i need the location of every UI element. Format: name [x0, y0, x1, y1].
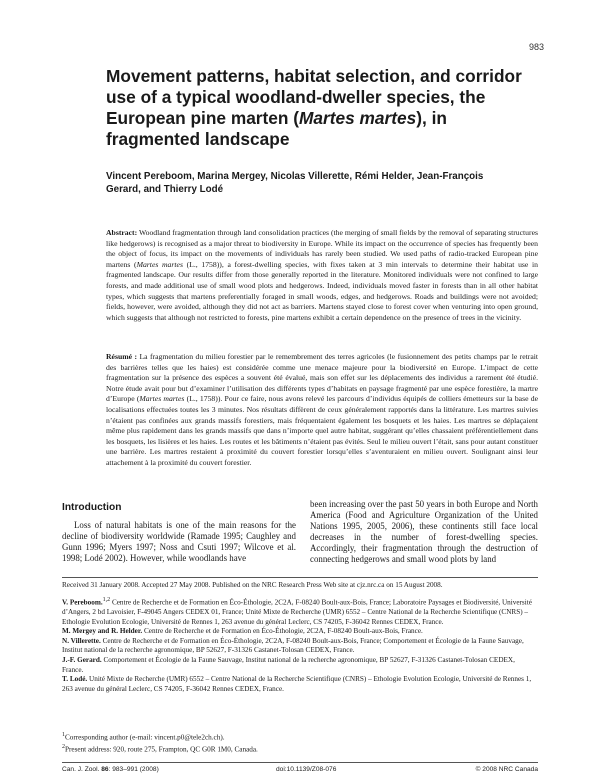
affiliation-text: Comportement et Écologie de la Faune Sauvage, Institut national de la recherche agronomique, BP 52627, F-31326 Castanet-Tolosan CEDEX, France.	[62, 655, 515, 674]
doi-link[interactable]: doi:10.1139/Z08-076	[276, 766, 337, 773]
affiliation-text: Unité Mixte de Recherche (UMR) 6552 – Centre National de la Recherche Scientifique (CNRS) – Ethologie Evolution Ecologie, Université de Rennes 1, 263 avenue du général Leclerc, CS 74205, F-36042 Rennes CEDEX, France.	[62, 675, 532, 693]
footnote-sup: 1	[62, 732, 65, 738]
affiliation-text: Centre de Recherche et de Formation en Éco-Éthologie, 2C2A, F-08240 Boult-aux-Bois, France; Comportement et Écologie de la Faune Sauvage, Institut national de la recherche agronomique, BP 52627, F-31326 Castanet-Tolosan CEDEX, France.	[62, 636, 524, 655]
page-number: 983	[528, 42, 544, 52]
author-list: Vincent Pereboom, Marina Mergey, Nicolas Villerette, Rémi Helder, Jean-François Gerard, and Thierry Lodé	[106, 171, 484, 195]
author-affiliations	[62, 596, 538, 694]
intro-left-column: Loss of natural habitats is one of the main reasons for the decline of biodiversity worldwide (Ramade 1995; Caughley and Gunn 1996; Myers 1997; Noss and Csuti 1997; Wilcove et al. 1998; Lodé 2002). However, while woodlands have	[62, 520, 296, 563]
abstract-french	[106, 352, 538, 469]
abstract-species: Martes martes	[136, 259, 183, 269]
journal-volume: 86	[101, 766, 109, 773]
affiliation-name: J.-F. Gerard.	[62, 655, 102, 664]
abstract-text-part1: Woodland fragmentation through land consolidation practices (the merging of small fields by the removal of separating structures like hedgerows) is recognised as a major threat to biodiversity in Europe. While its impact on the occurrence of species has frequently been the object of focus, its impact on the movements of individuals has rarely been studied. We used paths of radio-tracked European pine martens (	[106, 228, 538, 269]
affiliation-text: Centre de Recherche et de Formation en Éco-Éthologie, 2C2A, F-08240 Boult-aux-Bois, France.	[142, 627, 423, 636]
affiliation-item	[62, 627, 538, 637]
received-dates: Received 31 January 2008. Accepted 27 May 2008. Published on the NRC Research Press Web site at cjz.nrc.ca on 15 August 2008.	[62, 581, 443, 589]
journal-pages: : 983–991 (2008)	[108, 766, 159, 773]
section-heading-introduction: Introduction	[62, 502, 122, 513]
journal-citation	[62, 766, 159, 773]
title-tail: ), in fragmented landscape	[106, 108, 447, 149]
affiliation-name: V. Pereboom.	[62, 598, 103, 607]
footnote-text: Present address: 920, route 275, Frampton, QC G0R 1M0, Canada.	[65, 745, 258, 754]
article-title	[106, 66, 526, 150]
resume-label: Résumé :	[106, 352, 138, 361]
affiliation-item	[62, 596, 538, 627]
affiliation-name: T. Lodé.	[62, 675, 88, 684]
footnote-divider	[62, 577, 538, 578]
abstract-label: Abstract:	[106, 228, 138, 237]
footnote-present-address	[62, 743, 538, 755]
journal-name: Can. J. Zool.	[62, 766, 102, 773]
affiliation-name: M. Mergey and R. Helder.	[62, 627, 143, 636]
title-main: Movement patterns, habitat selection, and corridor use of a typical woodland-dweller species, the European pine marten (	[106, 66, 522, 128]
footnote-sup: 2	[62, 743, 65, 750]
title-species: Martes martes	[299, 108, 417, 128]
footer-divider	[62, 762, 538, 763]
resume-text-part2: (L., 1758)). Pour ce faire, nous avons relevé les parcours d’individus équipés de colliers émetteurs sur la base de localisations effectuées toutes les 3 minutes. Nos résultats diffèrent de ceux généralement rapportés dans la littérature. Les martres suivies n’étaient pas confinées aux grands massifs forestiers, mais fréquentaient également les bosquets et les haies. Les martres se déplaçaient même plus rapidement dans les grands massifs que dans n’importe quel autre habitat, suggérant qu’elles chassaient préférentiellement dans les bosquets, les lisières et les haies. Les routes et les bâtiments n’étaient pas évités. Seul le milieu ouvert l’était, sans pour autant constituer une barrière. Les martres restaient à proximité du couvert forestier lorsqu’elles s’aventuraient en milieu ouvert. Soulignant ainsi leur attachement à la proximité du couvert forestier.	[106, 394, 538, 467]
footnote-corresponding	[62, 731, 538, 743]
abstract-english	[106, 228, 538, 323]
intro-right-column: been increasing over the past 50 years in both Europe and North America (Food and Agriculture Organization of the United Nations 1995, 2005, 2006), these continents still face local decreases in the number of forest-dwelling species. Accordingly, their fragmentation through the destruction of connecting hedgerows and small wood plots by land	[310, 499, 538, 564]
footnotes	[62, 731, 538, 755]
affiliation-name: N. Villerette.	[62, 636, 101, 645]
affiliation-sup: 1,2	[102, 597, 111, 603]
copyright-notice: © 2008 NRC Canada	[475, 766, 538, 773]
affiliation-item	[62, 656, 538, 675]
resume-text-part1: La fragmentation du milieu forestier par le remembrement des terres agricoles (le fusionnement des petits champs par le retrait des barrières telles que les haies) est considérée comme une menace majeure pour la biodiversité en Europe. L’impact de cette fragmentation sur la présence des espèces a souvent été évalué, mais son effet sur les déplacements des individus a rarement été étudié. Notre étude avait pour but d’examiner l’utilisation des différents types d’habitats en paysage fragmenté par une espèce forestière, la martre d’Europe (	[106, 352, 539, 404]
footnote-text: Corresponding author (e-mail: vincent.p0@tele2ch.ch).	[65, 733, 225, 742]
affiliation-item	[62, 637, 538, 656]
abstract-text-part2: (L., 1758)), a forest-dwelling species, with fixes taken at 3 min intervals to determine their habitat use in fragmented landscape. Our results differ from those generally reported in the literature. Monitored individuals were not confined to large forests, and made additional use of small wood plots and hedgerows. Indeed, individuals moved faster in forests than in all other habitat types, which suggests that martens preferentially foraged in small woods, edges, and hedgerows. Roads and buildings were not avoided; fields, however, were avoided, although they did not act as barriers. Martens stayed close to forest cover when venturing into open ground, which suggests that although not restricted to forests, pine martens exhibit a certain dependence on the presence of trees in the vicinity.	[106, 259, 538, 322]
resume-species: Martes martes	[139, 394, 185, 404]
affiliation-text: Centre de Recherche et de Formation en Éco-Éthologie, 2C2A, F-08240 Boult-aux-Bois, France; Laboratoire Paysages et Biodiversité, Université d’Angers, 2 bd Lavoisier, F-49045 Angers CEDEX 01, France; Unité Mixte de Recherche (UMR) 6552 – Centre National de la Recherche Scientifique (CNRS) – Ethologie Evolution Ecologie, Université de Rennes 1, 263 avenue du général Leclerc, CS 74205, F-36042 Rennes CEDEX, France.	[62, 598, 532, 626]
affiliation-item	[62, 675, 538, 694]
